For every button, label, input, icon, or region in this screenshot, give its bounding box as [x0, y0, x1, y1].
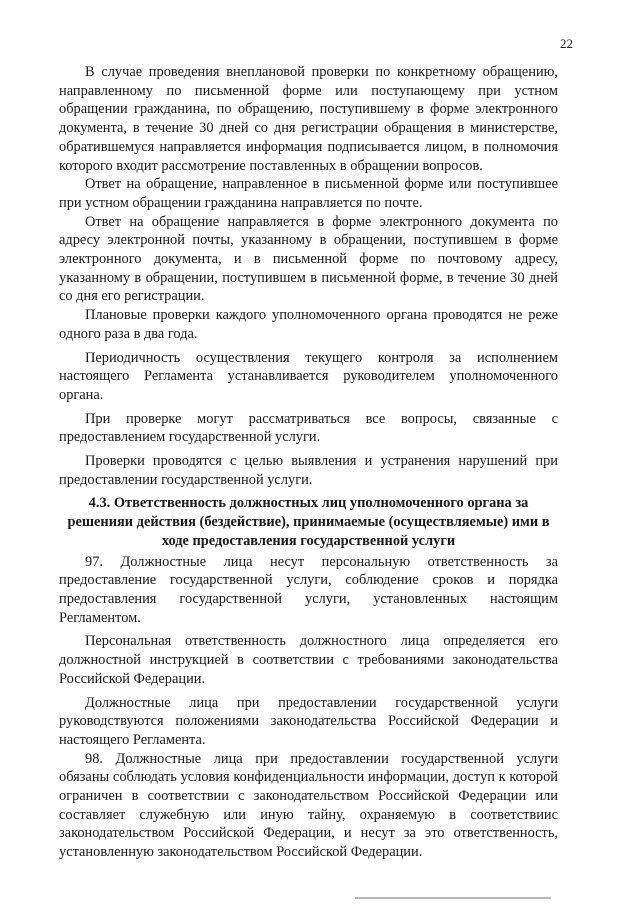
scan-edge-line [355, 897, 551, 899]
section-heading-4-3: 4.3. Ответственность должностных лиц уполномоченного органа за решенияи действия (бездействие), принимаемые (осуществляемые) ими в ходе предоставления государственной услуги [67, 495, 550, 549]
paragraph-unscheduled-inspection: В случае проведения внеплановой проверки по конкретному обращению, направленному по письменной форме или поступающему при устном обращении гражданина, по обращению, поступившему в форме электронного документа, в течение 30 дней со дня регистрации обращения в министерстве, обратившемуся направляется информация подписывается лицом, в полномочия которого входит рассмотрение поставленных в обращении вопросов. [59, 64, 558, 174]
paragraph-97: 97. Должностные лица несут персональную ответственность за предоставление государственной услуги, соблюдение сроков и порядка предоставления государственной услуги, установленных настоящим Регламентом. [59, 553, 558, 626]
document-body [59, 63, 558, 862]
paragraph-control-periodicity: Периодичность осуществления текущего контроля за исполнением настоящего Регламента устанавливается руководителем уполномоченного органа. [59, 349, 558, 403]
paragraph-inspection-questions: При проверке могут рассматриваться все вопросы, связанные с предоставлением государственной услуги. [59, 410, 558, 446]
page-number: 22 [560, 36, 573, 51]
paragraph-98: 98. Должностные лица при предоставлении государственной услуги обязаны соблюдать условия конфиденциальности информации, доступ к которой ограничен в соответствии с законодательством Российской Федерации или составляет служебную или иную тайну, охраняемую в соответствиис законодательством Российской Федерации, и несут за это ответственность, установленную законодательством Российской Федерации. [59, 750, 558, 861]
paragraph-electronic-reply: Ответ на обращение направляется в форме электронного документа по адресу электронной почты, указанному в обращении, поступившем в форме электронного документа, и в письменной форме по почтовому адресу, указанному в обращении, поступившем в письменной форме, в течение 30 дней со дня его регистрации. [59, 213, 558, 305]
paragraph-planned-inspections: Плановые проверки каждого уполномоченного органа проводятся не реже одного раза в два года. [59, 307, 558, 342]
paragraph-officials-guidance: Должностные лица при предоставлении государственной услуги руководствуются положениями законодательства Российской Федерации и настоящего Регламента. [59, 694, 558, 748]
paragraph-inspection-purpose: Проверки проводятся с целью выявления и устранения нарушений при предоставлении государственной услуги. [59, 453, 558, 488]
paragraph-postal-reply: Ответ на обращение, направленное в письменной форме или поступившее при устном обращении гражданина направляется по почте. [59, 176, 558, 211]
paragraph-personal-responsibility: Персональная ответственность должностного лица определяется его должностной инструкцией в соответствии с требованиями законодательства Российской Федерации. [59, 633, 558, 687]
